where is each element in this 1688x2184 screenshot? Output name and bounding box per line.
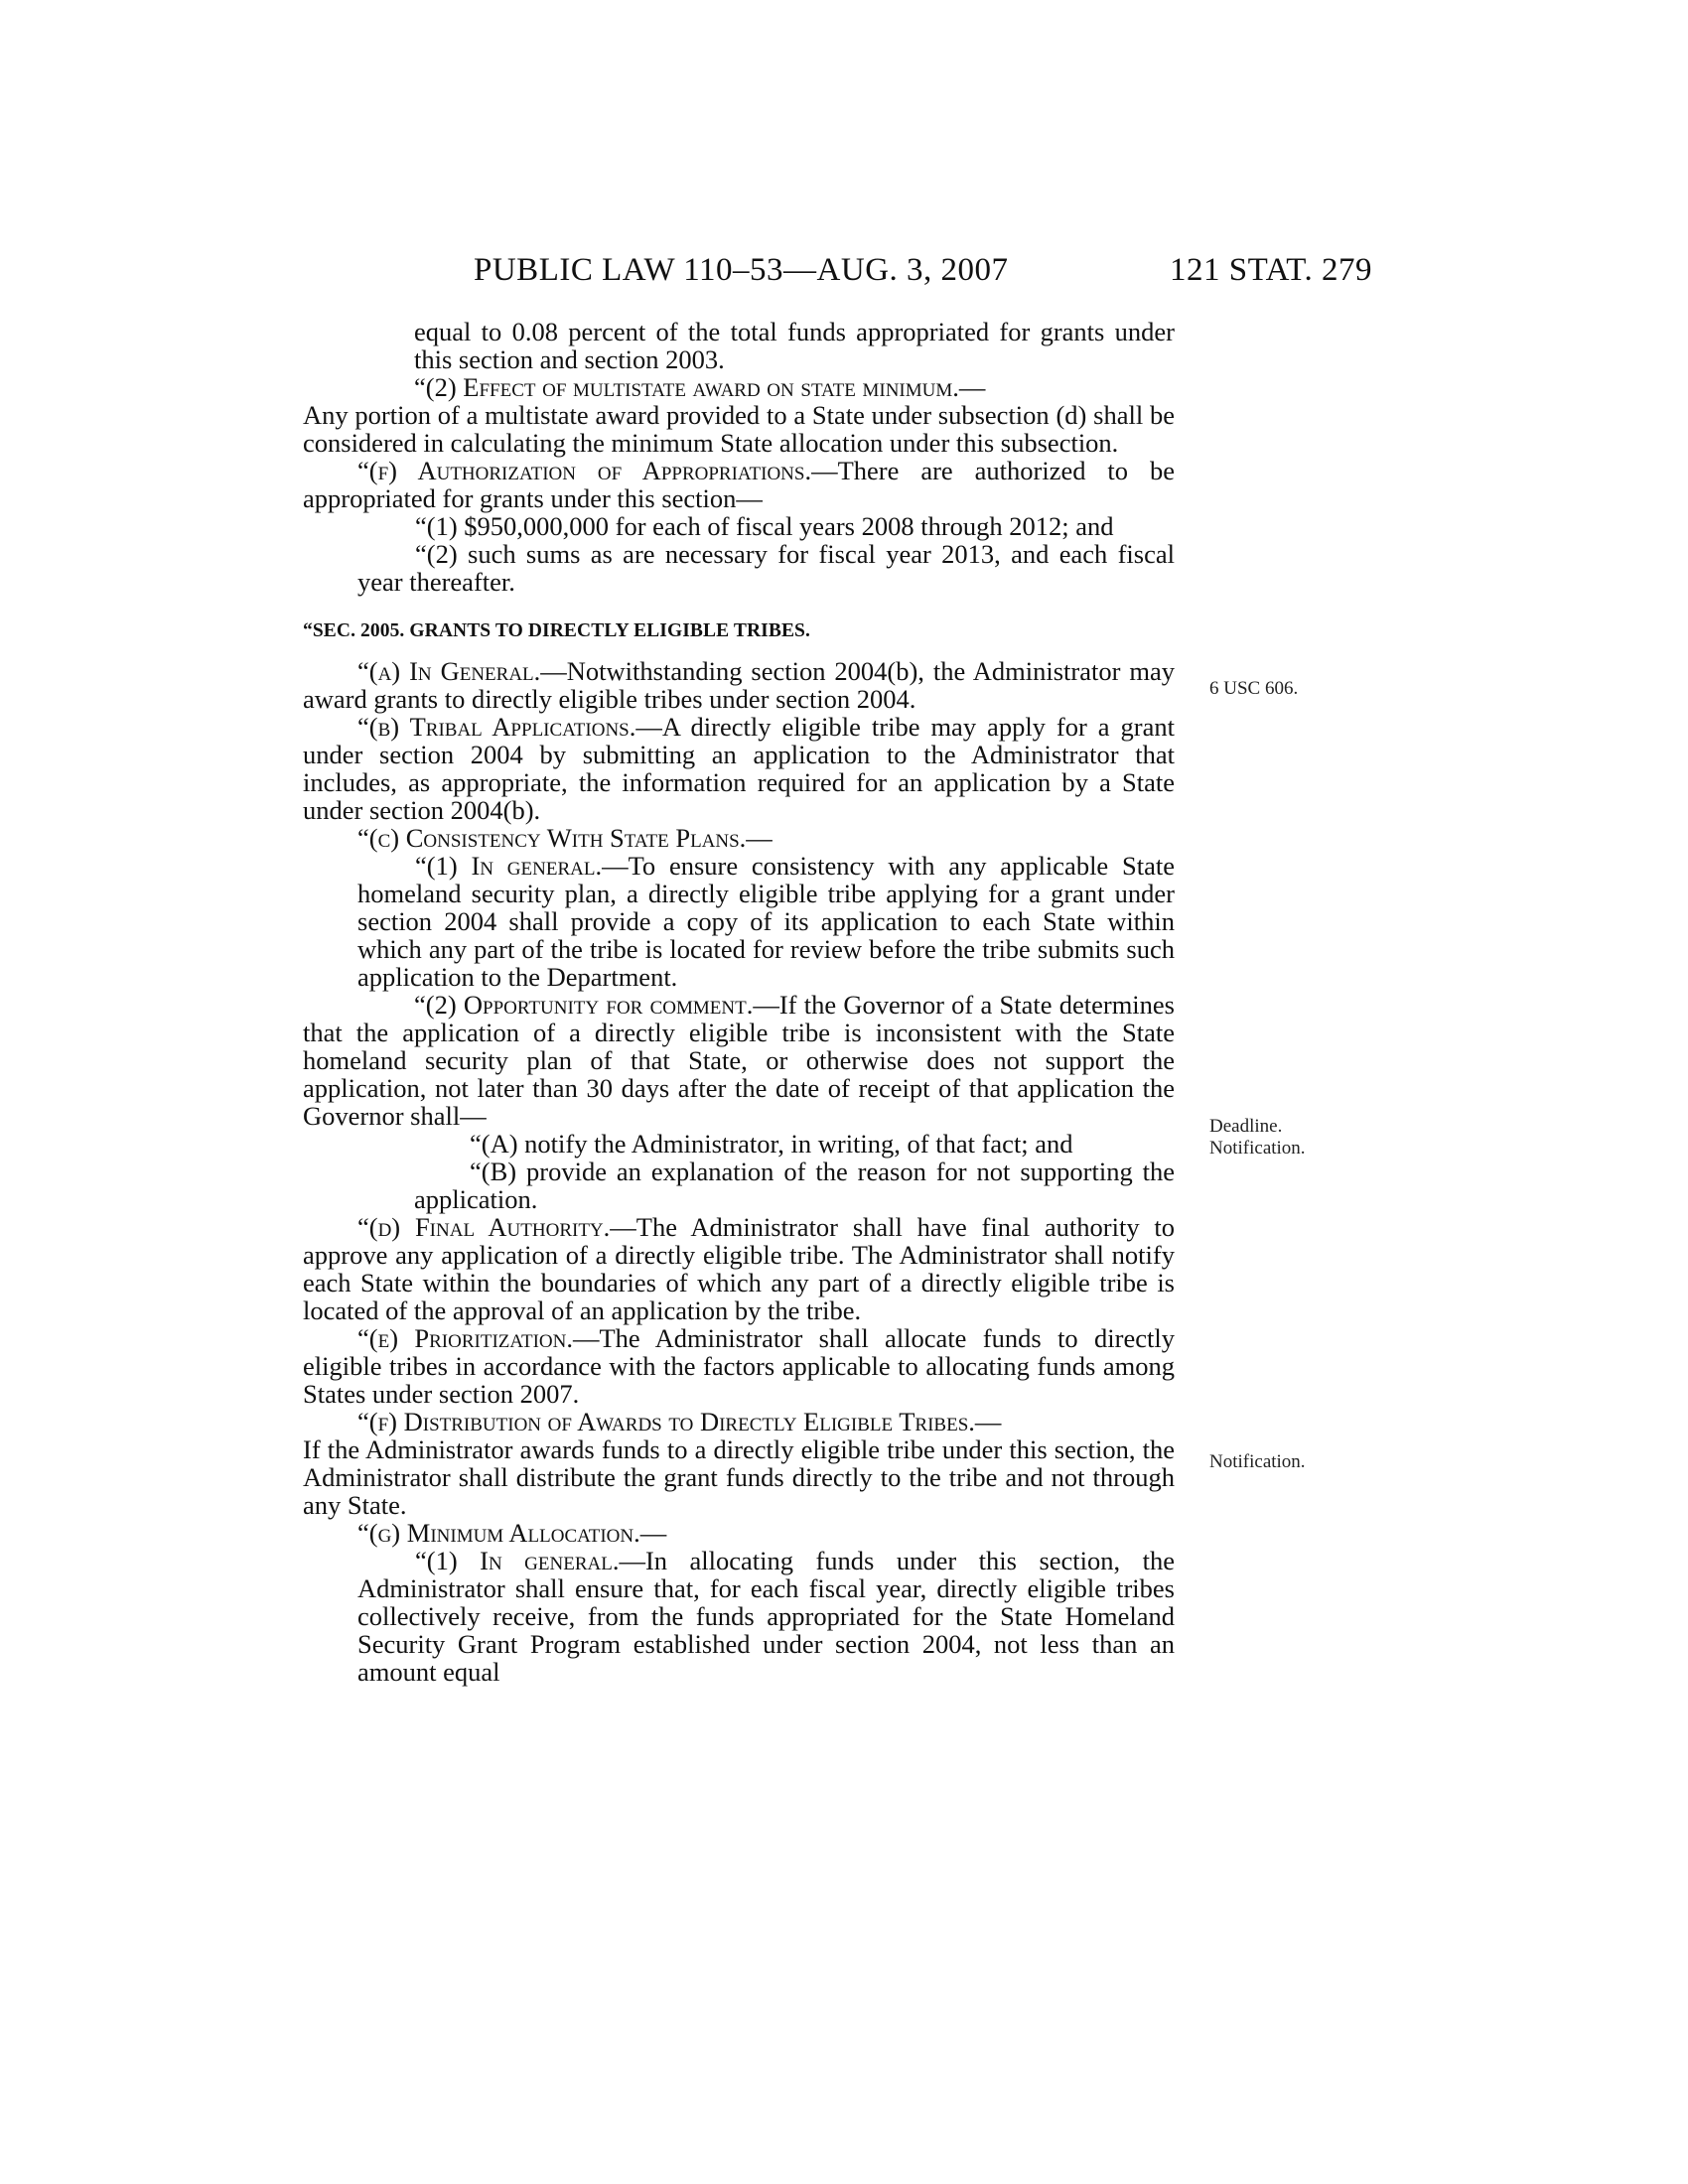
margin-note-deadline: Deadline. [1209, 1116, 1283, 1137]
paragraph-c2 [303, 991, 1175, 1130]
paragraph-continuation: equal to 0.08 percent of the total funds appropriated for grants under this section and section 2003. [414, 317, 1175, 374]
subsection-a-text: —Notwithstanding section 2004(b), the Administrator may award grants to directly eligible tribes under section 2004. [303, 656, 1175, 714]
subsection-f-text: —There are authorized to be appropriated for grants under this section— [303, 456, 1175, 513]
running-header-title: PUBLIC LAW 110–53—AUG. 3, 2007 [474, 252, 1009, 288]
paragraph-g1 [303, 1547, 1175, 1686]
paragraph-c2-lead: “(2) Opportunity for comment. [414, 990, 754, 1020]
subsection-e [303, 1324, 1175, 1408]
paragraph-f1: “(1) $950,000,000 for each of fiscal years 2008 through 2012; and [415, 511, 1114, 541]
section-heading: “SEC. 2005. GRANTS TO DIRECTLY ELIGIBLE TRIBES. [303, 620, 810, 641]
subsection-b [303, 713, 1175, 824]
paragraph-c1 [303, 852, 1175, 991]
subsection-c-heading [303, 824, 1175, 852]
subsection-d-text: —The Administrator shall have final authority to approve any application of a directly eligible tribe. The Administrator shall notify each State within the boundaries of which any part of a directly eligible tribe is located of the approval of an application by the tribe. [303, 1212, 1175, 1325]
subsection-b-text: —A directly eligible tribe may apply for a grant under section 2004 by submitting an application to the Administrator that includes, as appropriate, the information required for an application by a State under section 2004(b). [303, 712, 1175, 825]
subsection-f-heading [303, 1408, 1175, 1435]
paragraph-g1-lead: “(1) In general. [415, 1546, 620, 1575]
statute-text [303, 318, 1175, 1686]
subsection-b-lead: “(b) Tribal Applications. [357, 712, 636, 742]
subsection-a [303, 657, 1175, 713]
subparagraph-c2B: “(B) provide an explanation of the reason for not supporting the application. [414, 1157, 1175, 1214]
page-number: 121 STAT. 279 [1169, 252, 1372, 288]
margin-note-notification: Notification. [1209, 1138, 1306, 1159]
subsection-f2: If the Administrator awards funds to a directly eligible tribe under this section, the Administrator shall distribute the grant funds directly to the tribe and not through any State. [303, 1434, 1175, 1520]
subsection-f-lead: “(f) Authorization of Appropriations. [357, 456, 812, 485]
paragraph-e2: Any portion of a multistate award provided to a State under subsection (d) shall be considered in calculating the minimum State allocation under this subsection. [303, 400, 1175, 458]
subsection-c-lead: “(c) Consistency With State Plans.— [357, 823, 773, 853]
subparagraph-c2A: “(A) notify the Administrator, in writing, of that fact; and [470, 1129, 1073, 1159]
subsection-g-heading [303, 1519, 1175, 1547]
subsection-a-lead: “(a) In General. [357, 656, 541, 686]
paragraph-g1-text: —In allocating funds under this section, the Administrator shall ensure that, for each fiscal year, directly eligible tribes collectively receive, from the funds appropriated for the State Homeland Security Grant Program established under section 2004, not less than an amount equal [357, 1546, 1175, 1687]
subsection-g-lead: “(g) Minimum Allocation.— [357, 1518, 667, 1548]
subsection-f [303, 457, 1175, 512]
subsection-e-lead: “(e) Prioritization. [357, 1323, 573, 1353]
paragraph-e2-heading [303, 373, 1175, 401]
subsection-d-lead: “(d) Final Authority. [357, 1212, 611, 1242]
paragraph-c1-lead: “(1) In general. [415, 851, 603, 881]
paragraph-f2: “(2) such sums as are necessary for fiscal year 2013, and each fiscal year thereafter. [357, 539, 1175, 597]
subsection-f2-lead: “(f) Distribution of Awards to Directly Eligible Tribes.— [357, 1407, 1002, 1436]
margin-note-usc: 6 USC 606. [1209, 678, 1299, 699]
subsection-e-text: —The Administrator shall allocate funds to directly eligible tribes in accordance with the factors applicable to allocating funds among States under section 2007. [303, 1323, 1175, 1409]
subsection-d [303, 1213, 1175, 1324]
margin-note-notification-2: Notification. [1209, 1451, 1306, 1472]
paragraph-e2-lead: “(2) Effect of multistate award on state minimum.— [414, 372, 986, 402]
paragraph-c1-text: —To ensure consistency with any applicable State homeland security plan, a directly eligible tribe applying for a grant under section 2004 shall provide a copy of its application to each State within which any part of the tribe is located for review before the tribe submits such application to the Department. [357, 851, 1175, 992]
paragraph-c2-text: —If the Governor of a State determines that the application of a directly eligible tribe is inconsistent with the State homeland security plan of that State, or otherwise does not support the application, not later than 30 days after the date of receipt of that application the Governor shall— [303, 990, 1175, 1131]
